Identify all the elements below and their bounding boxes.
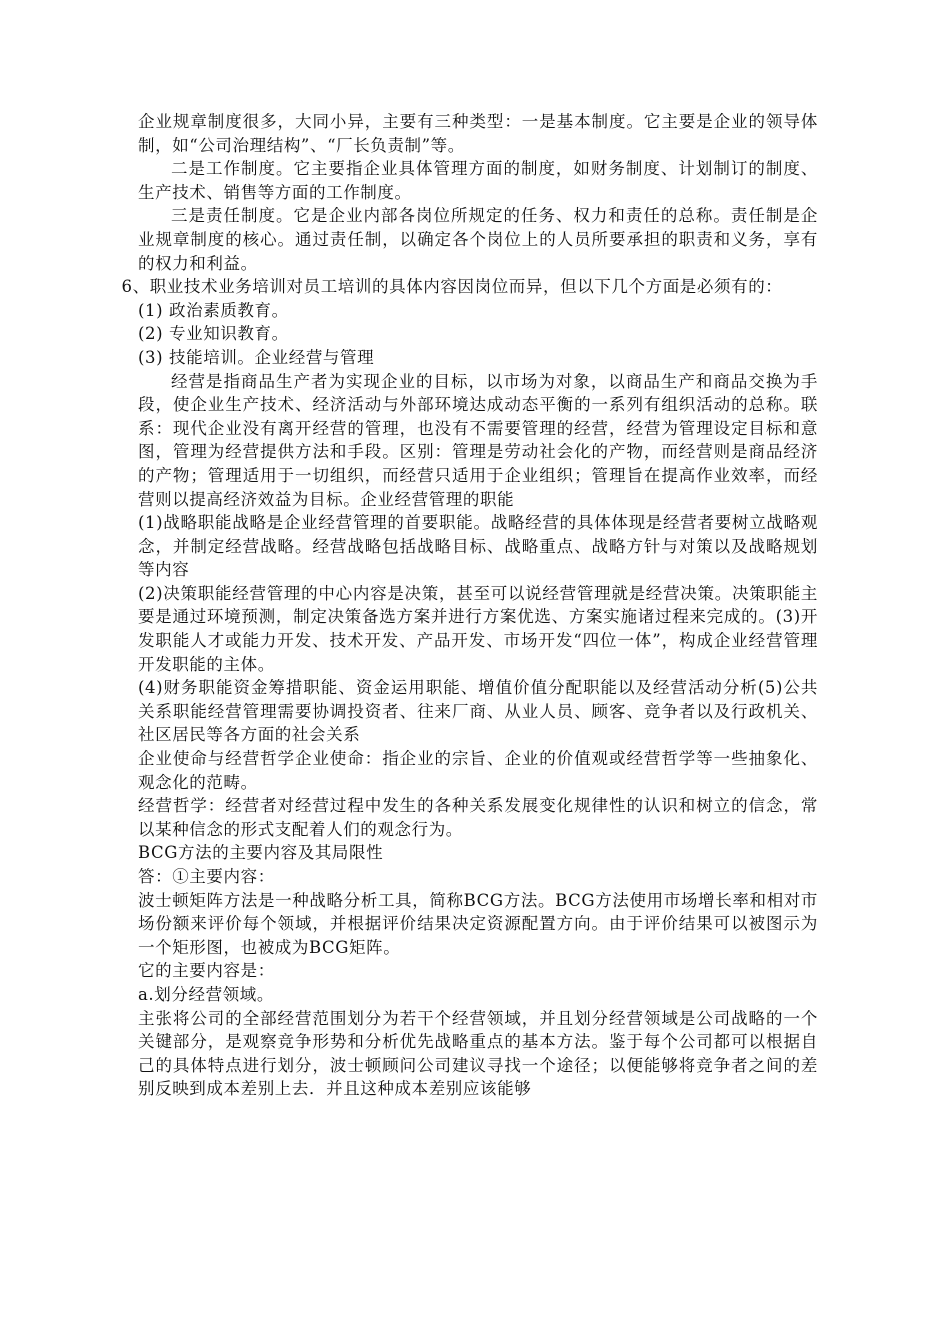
paragraph-decision-function: (2)决策职能经营管理的中心内容是决策，甚至可以说经营管理就是经营决策。决策职能主要是通过环境预测，制定决策备选方案并进行方案优选、方案实施诸过程来完成的。(3)开发职能人才或能力开发、技术开发、产品开发、市场开发“四位一体”，构成企业经营管理开发职能的主体。 <box>138 583 818 674</box>
paragraph-finance-function: (4)财务职能资金筹措职能、资金运用职能、增值价值分配职能以及经营活动分析(5)公共关系职能经营管理需要协调投资者、往来厂商、从业人员、顾客、竞争者以及行政机关、社区居民等各方面的社会关系 <box>138 678 818 745</box>
paragraph-divide-domains-detail: 主张将公司的全部经营范围划分为若干个经营领域，并且划分经营领域是公司战略的一个关键部分，是观察竞争形势和分析优先战略重点的基本方法。鉴于每个公司都可以根据自己的具体特点进行划分，波士顿顾问公司建议寻找一个途径；以便能够将竞争者之间的差别反映到成本差别上去．并且这种成本差别应该能够 <box>138 1008 818 1099</box>
document-body <box>121 110 818 1101</box>
list-item-knowledge: (2) 专业知识教育。 <box>138 324 289 344</box>
paragraph-work-system: 二是工作制度。它主要指企业具体管理方面的制度，如财务制度、计划制订的制度、生产技术、销售等方面的工作制度。 <box>138 159 818 202</box>
paragraph-responsibility-system: 三是责任制度。它是企业内部各岗位所规定的任务、权力和责任的总称。责任制是企业规章制度的核心。通过责任制，以确定各个岗位上的人员所要承担的职责和义务，享有的权力和利益。 <box>138 206 818 273</box>
paragraph-mission: 企业使命与经营哲学企业使命：指企业的宗旨、企业的价值观或经营哲学等一些抽象化、观念化的范畴。 <box>138 749 818 792</box>
paragraph-regulations-intro: 企业规章制度很多，大同小异，主要有三种类型：一是基本制度。它主要是企业的领导体制，如“公司治理结构”、“厂长负责制”等。 <box>138 112 818 155</box>
list-item-skills: (3) 技能培训。企业经营与管理 <box>138 347 375 367</box>
paragraph-bcg-definition: 波士顿矩阵方法是一种战略分析工具，简称BCG方法。BCG方法使用市场增长率和相对市场份额来评价每个领域，并根据评价结果决定资源配置方向。由于评价结果可以被图示为一个矩形图，也被成为BCG矩阵。 <box>138 890 818 957</box>
list-item-political: (1) 政治素质教育。 <box>138 300 289 320</box>
paragraph-operation-definition: 经营是指商品生产者为实现企业的目标，以市场为对象，以商品生产和商品交换为手段，使企业生产技术、经济活动与外部环境达成动态平衡的一系列有组织活动的总称。联系：现代企业没有离开经营的管理，也没有不需要管理的经营，经营为管理设定目标和意图，管理为经营提供方法和手段。区别：管理是劳动社会化的产物，而经营则是商品经济的产物；管理适用于一切组织，而经营只适用于企业组织；管理旨在提高作业效率，而经营则以提高经济效益为目标。企业经营管理的职能 <box>138 371 818 509</box>
paragraph-main-content-label: 它的主要内容是： <box>138 961 275 981</box>
paragraph-strategy-function: (1)战略职能战略是企业经营管理的首要职能。战略经营的具体体现是经营者要树立战略观念，并制定经营战略。经营战略包括战略目标、战略重点、战略方针与对策以及战略规划等内容 <box>138 513 818 580</box>
paragraph-philosophy: 经营哲学：经营者对经营过程中发生的各种关系发展变化规律性的认识和树立的信念，常以某种信念的形式支配着人们的观念行为。 <box>138 796 818 839</box>
paragraph-training-heading: 6、职业技术业务培训对员工培训的具体内容因岗位而异，但以下几个方面是必须有的： <box>121 277 783 297</box>
paragraph-bcg-heading: BCG方法的主要内容及其局限性 <box>138 843 384 863</box>
paragraph-divide-domains: a.划分经营领域。 <box>138 984 274 1004</box>
paragraph-answer-label: 答：①主要内容： <box>138 867 275 886</box>
